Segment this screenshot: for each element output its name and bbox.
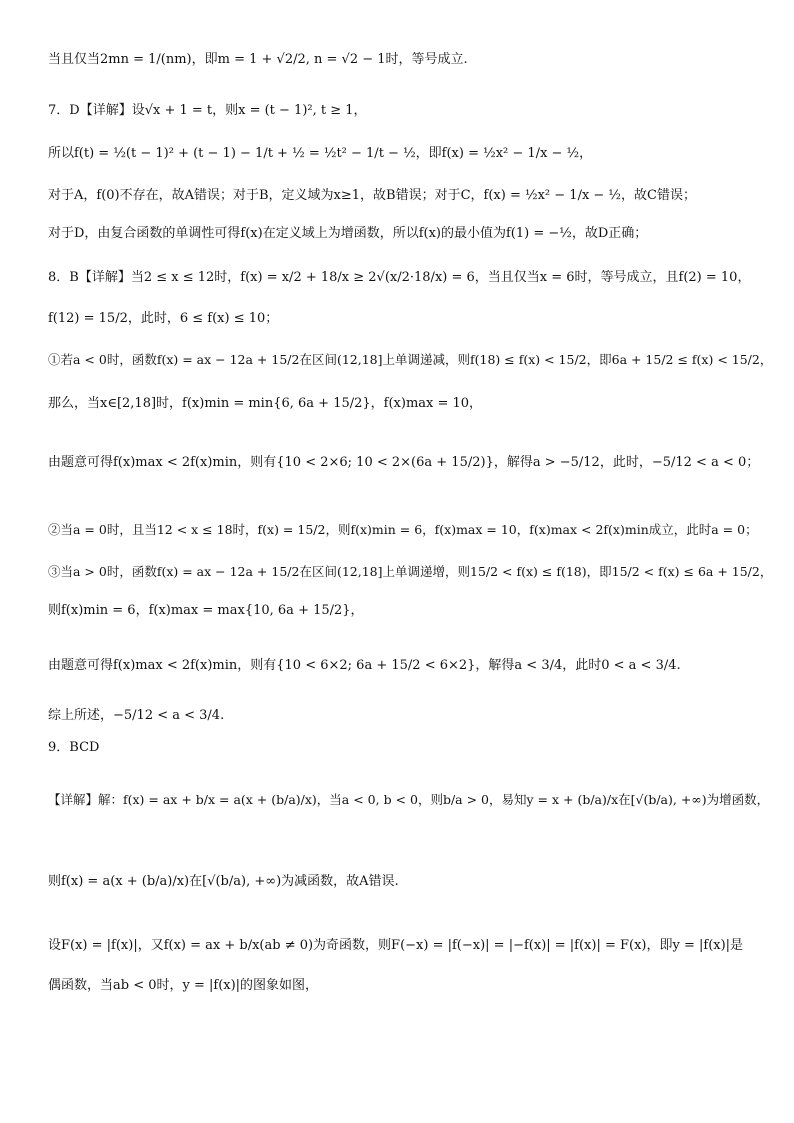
text-line: ①若a < 0时，函数f(x) = ax − 12a + 15/2在区间(12,18]上单调递减，则f(18) ≤ f(x) < 15/2，即6a + 15/2 ≤ f(x) < 15/2， — [48, 352, 773, 367]
text-line: 【详解】解：f(x) = ax + b/x = a(x + (b/a)/x)，当a < 0, b < 0，则b/a > 0，易知y = x + (b/a)/x在[√(b/a), +∞)为增函数， — [48, 792, 770, 807]
text-line: 设F(x) = |f(x)|，又f(x) = ax + b/x(ab ≠ 0)为奇函数，则F(−x) = |f(−x)| = |−f(x)| = |f(x)| = F(x)，即y = |f(x)|是 — [48, 938, 744, 953]
text-line: 7．D【详解】设√x + 1 = t，则x = (t − 1)², t ≥ 1， — [48, 103, 367, 118]
text-line: ③当a > 0时，函数f(x) = ax − 12a + 15/2在区间(12,18]上单调递增，则15/2 < f(x) ≤ f(18)，即15/2 < f(x) ≤ 6a + 15/2， — [48, 564, 773, 579]
text-line: 当且仅当2mn = 1/(nm)，即m = 1 + √2/2, n = √2 − 1时，等号成立. — [48, 52, 468, 67]
text-line: 对于A，f(0)不存在，故A错误；对于B，定义域为x≥1，故B错误；对于C，f(x) = ½x² − 1/x − ½，故C错误； — [48, 188, 696, 203]
text-line: 则f(x) = a(x + (b/a)/x)在[√(b/a), +∞)为减函数，故A错误. — [48, 874, 399, 889]
text-line: ②当a = 0时，且当12 < x ≤ 18时，f(x) = 15/2，则f(x)min = 6，f(x)max = 10，f(x)max < 2f(x)min成立，此时a = 0； — [48, 522, 758, 537]
text-line: 8．B【详解】当2 ≤ x ≤ 12时，f(x) = x/2 + 18/x ≥ 2√(x/2·18/x) = 6，当且仅当x = 6时，等号成立，且f(2) = 10， — [48, 270, 751, 285]
text-line: 偶函数，当ab < 0时，y = |f(x)|的图象如图， — [48, 978, 319, 993]
text-line: 那么，当x∈[2,18]时，f(x)min = min{6, 6a + 15/2}，f(x)max = 10， — [48, 396, 483, 411]
text-line: 综上所述，−5/12 < a < 3/4. — [48, 708, 225, 723]
text-line: 对于D，由复合函数的单调性可得f(x)在定义域上为增函数，所以f(x)的最小值为f(1) = −½，故D正确； — [48, 226, 648, 241]
text-line: 由题意可得f(x)max < 2f(x)min，则有{10 < 6×2; 6a + 15/2 < 6×2}，解得a < 3/4，此时0 < a < 3/4. — [48, 658, 681, 673]
text-line: 所以f(t) = ½(t − 1)² + (t − 1) − 1/t + ½ = ½t² − 1/t − ½，即f(x) = ½x² − 1/x − ½， — [48, 146, 593, 161]
text-line: f(12) = 15/2，此时，6 ≤ f(x) ≤ 10； — [48, 311, 279, 326]
text-line: 则f(x)min = 6，f(x)max = max{10, 6a + 15/2}， — [48, 603, 364, 618]
text-line: 由题意可得f(x)max < 2f(x)min，则有{10 < 2×6; 10 < 2×(6a + 15/2)}，解得a > −5/12，此时，−5/12 < a < 0； — [48, 455, 760, 470]
text-line: 9．BCD — [48, 740, 100, 755]
